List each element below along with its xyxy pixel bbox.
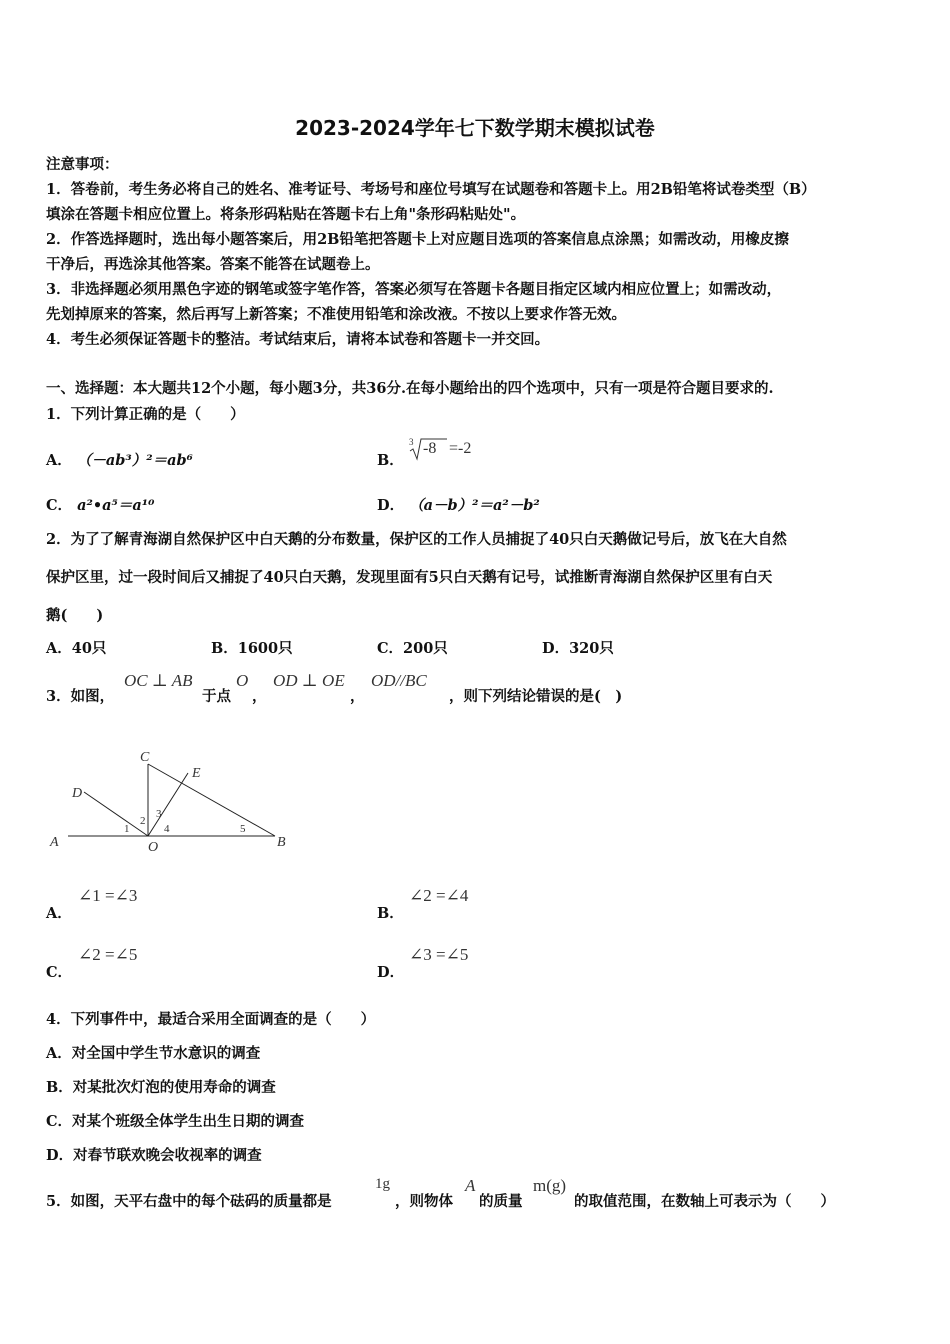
- q1-option-b: [377, 449, 404, 470]
- notice-line: 1．答卷前，考生务必将自己的姓名、准考证号、考场号和座位号填写在试题卷和答题卡上。用2B铅笔将试卷类型（B）: [46, 181, 816, 198]
- angle-label-5: 5: [240, 823, 246, 835]
- q3-option-c-expression: ∠2 =∠5: [78, 945, 138, 964]
- segment-od: [84, 792, 148, 836]
- label-o: O: [148, 840, 159, 855]
- q4-stem: 4．下列事件中，最适合采用全面调查的是（ ）: [46, 1011, 376, 1028]
- label-a: A: [50, 835, 59, 850]
- q3-option-b-expression: ∠2 =∠4: [409, 886, 469, 905]
- notice-line: 4．考生必须保证答题卡的整洁。考试结束后，请将本试卷和答题卡一并交回。: [46, 331, 550, 348]
- notice-heading: 注意事项：: [46, 156, 119, 173]
- q5-unit-1g: 1g: [375, 1176, 390, 1192]
- radicand: -8: [423, 440, 437, 457]
- q5-text: 的质量: [479, 1193, 523, 1210]
- q1-option-c: [46, 494, 154, 515]
- q3-option-a-label: A．: [46, 905, 72, 922]
- angle-label-2: 2: [140, 815, 146, 827]
- q5-text: ，则物体: [395, 1193, 453, 1210]
- notice-line: 填涂在答题卡相应位置上。将条形码粘贴在答题卡右上角"条形码粘贴处"。: [46, 206, 526, 223]
- q1-b-expression: [407, 435, 497, 467]
- notice-line: 2．作答选择题时，选出每小题答案后，用2B铅笔把答题卡上对应题目选项的答案信息点涂黑；如需改动，用橡皮擦: [46, 231, 789, 248]
- notice-line: 干净后，再选涂其他答案。答案不能答在试题卷上。: [46, 256, 380, 273]
- cube-root-formula: [407, 435, 497, 463]
- q3-point-o: O: [236, 671, 249, 690]
- q4-option-d: D．对春节联欢晚会收视率的调查: [46, 1147, 262, 1164]
- q2-stem-line: 2．为了了解青海湖自然保护区中白天鹅的分布数量，保护区的工作人员捕捉了40只白天鹅做记号后，放飞在大自然: [46, 531, 787, 548]
- root-index: 3: [409, 437, 414, 447]
- angle-label-4: 4: [164, 823, 170, 835]
- q1-option-d: [377, 494, 540, 515]
- q3-suffix: ，则下列结论错误的是( ): [449, 688, 623, 705]
- q3-option-c-label: C．: [46, 964, 73, 981]
- notice-line: 先划掉原来的答案，然后再写上新答案；不准使用铅笔和涂改液。不按以上要求作答无效。: [46, 306, 626, 323]
- q5-object-a: A: [465, 1176, 476, 1195]
- q3-prefix: 3．如图，: [46, 688, 115, 705]
- q2-option-a: A．40只: [46, 640, 107, 657]
- q2-option-c: C．200只: [377, 640, 448, 657]
- q5-suffix: 的取值范围，在数轴上可表示为（ ）: [574, 1193, 835, 1210]
- q3-comma: ，: [350, 688, 365, 705]
- q4-option-c: C．对某个班级全体学生出生日期的调查: [46, 1113, 305, 1130]
- q1-d-expression: （a－b）²＝a²－b²: [409, 497, 540, 514]
- notice-line: 3．非选择题必须用黑色字迹的钢笔或签字笔作答，答案必须写在答题卡各题目指定区域内相应位置上；如需改动，: [46, 281, 782, 298]
- q3-text: 于点: [202, 688, 231, 705]
- root-result: =-2: [449, 440, 472, 457]
- option-label: C．: [46, 497, 73, 514]
- q2-option-d: D．320只: [542, 640, 614, 657]
- option-label: D．: [377, 497, 405, 514]
- angle-label-1: 1: [124, 823, 130, 835]
- q3-option-b-label: B．: [377, 905, 404, 922]
- option-label: B．: [377, 452, 404, 469]
- angle-label-3: 3: [156, 808, 162, 820]
- section-heading: 一、选择题：本大题共12个小题，每小题3分，共36分.在每小题给出的四个选项中，只有一项是符合题目要求的.: [46, 380, 774, 397]
- label-b: B: [277, 835, 286, 850]
- q4-option-a: A．对全国中学生节水意识的调查: [46, 1045, 261, 1062]
- q2-stem-line: 保护区里，过一段时间后又捕捉了40只白天鹅，发现里面有5只白天鹅有记号，试推断青海湖自然保护区里有白天: [46, 569, 773, 586]
- q5-prefix: 5．如图，天平右盘中的每个砝码的质量都是: [46, 1193, 332, 1210]
- q1-stem: 1．下列计算正确的是（ ）: [46, 406, 245, 423]
- label-c: C: [140, 750, 150, 765]
- q2-stem-line: 鹅( ): [46, 607, 104, 624]
- q5-mass-m: m(g): [533, 1176, 567, 1195]
- label-e: E: [192, 766, 201, 781]
- label-d: D: [72, 786, 83, 801]
- q3-condition-od-perp-oe: OD ⊥ OE: [273, 671, 345, 690]
- q3-condition-od-parallel-bc: OD//BC: [371, 671, 427, 690]
- q1-a-expression: （－ab³）²＝ab⁶: [76, 452, 193, 469]
- option-label: A．: [46, 452, 72, 469]
- q1-c-expression: a²•a⁵＝a¹⁰: [77, 497, 155, 514]
- q3-option-a-expression: ∠1 =∠3: [78, 886, 138, 905]
- q4-option-b: B．对某批次灯泡的使用寿命的调查: [46, 1079, 276, 1096]
- page-title: 2023-2024学年七下数学期末模拟试卷: [295, 116, 655, 140]
- q3-geometry-figure: [40, 745, 300, 860]
- q3-comma: ，: [252, 688, 267, 705]
- q2-option-b: B．1600只: [211, 640, 293, 657]
- q3-option-d-expression: ∠3 =∠5: [409, 945, 469, 964]
- q3-option-d-label: D．: [377, 964, 405, 981]
- q3-condition-oc-perp-ab: OC ⊥ AB: [124, 671, 193, 690]
- q1-option-a: [46, 449, 193, 470]
